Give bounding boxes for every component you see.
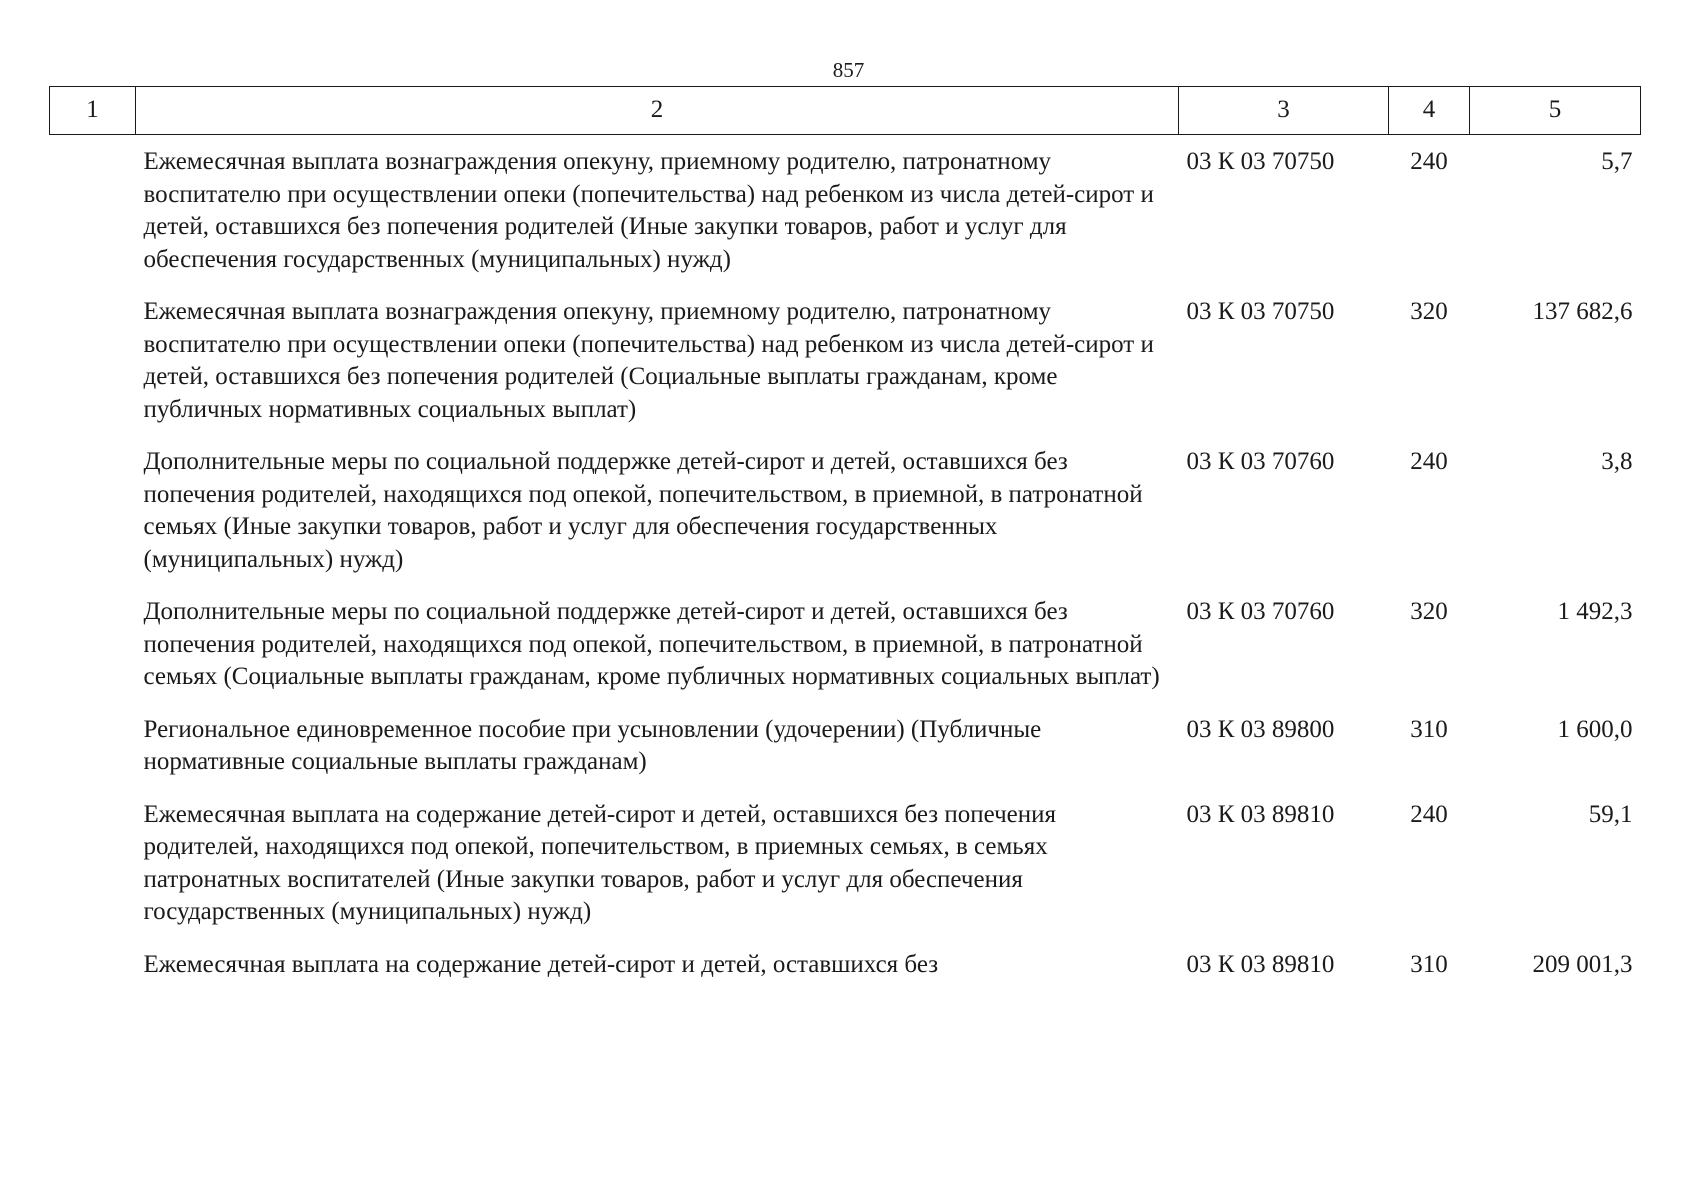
row-target-code: 03 К 03 70750 [1186, 148, 1335, 175]
row-expense-type: 310 [1410, 950, 1448, 978]
row-description: Ежемесячная выплата вознаграждения опекуну, приемному родителю, патронатному воспитателю при осуществлении опеки (попечительства) над ребенком из числа детей-сирот и детей, оставшихся без попечения родителей (Иные закупки товаров, работ и услуг для обеспечения государственных (муниципальных) нужд) [143, 148, 1154, 273]
table-row [50, 705, 1641, 790]
row-description: Региональное единовременное пособие при усыновлении (удочерении) (Публичные нормативные социальные выплаты гражданам) [143, 715, 1042, 775]
row-index-cell [50, 705, 136, 790]
row-expense-type: 240 [1410, 148, 1448, 175]
header-col-5: 5 [1470, 87, 1641, 135]
header-col-2: 2 [136, 87, 1179, 135]
row-amount: 1 600,0 [1557, 715, 1633, 743]
row-target-code: 03 К 03 70760 [1186, 448, 1335, 475]
row-target-code: 03 К 03 89800 [1186, 715, 1335, 743]
row-description: Дополнительные меры по социальной поддержке детей-сирот и детей, оставшихся без попечения родителей, находящихся под опекой, попечительством, в приемной, в патронатной семьях (Иные закупки товаров, работ и услуг для обеспечения государственных (муниципальных) нужд) [143, 448, 1143, 573]
row-index-cell [50, 287, 136, 437]
row-description: Ежемесячная выплата на содержание детей-сирот и детей, оставшихся без [143, 950, 939, 978]
row-index-cell [50, 437, 136, 587]
row-expense-type: 320 [1410, 598, 1448, 625]
header-col-1: 1 [50, 87, 136, 135]
row-expense-type: 240 [1410, 448, 1448, 475]
row-amount: 5,7 [1601, 148, 1633, 175]
budget-table [49, 86, 1641, 992]
row-amount: 209 001,3 [1532, 950, 1633, 978]
table-row [50, 287, 1641, 437]
page-number: 857 [832, 58, 865, 82]
table-row [50, 135, 1641, 288]
row-description: Ежемесячная выплата вознаграждения опекуну, приемному родителю, патронатному воспитателю при осуществлении опеки (попечительства) над ребенком из числа детей-сирот и детей, оставшихся без попечения родителей (Социальные выплаты гражданам, кроме публичных нормативных социальных выплат) [143, 298, 1154, 423]
table-row [50, 940, 1641, 993]
row-target-code: 03 К 03 70750 [1186, 298, 1335, 325]
table-row [50, 437, 1641, 587]
row-target-code: 03 К 03 89810 [1186, 800, 1335, 828]
table-body [50, 135, 1641, 993]
row-index-cell [50, 587, 136, 705]
row-description: Дополнительные меры по социальной поддержке детей-сирот и детей, оставшихся без попечения родителей, находящихся под опекой, попечительством, в приемной, в патронатной семьях (Социальные выплаты гражданам, кроме публичных нормативных социальных выплат) [143, 598, 1160, 690]
row-description: Ежемесячная выплата на содержание детей-сирот и детей, оставшихся без попечения родителей, находящихся под опекой, попечительством, в приемных семьях, в семьях патронатных воспитателей (Иные закупки товаров, работ и услуг для обеспечения государственных (муниципальных) нужд) [143, 800, 1056, 925]
row-amount: 59,1 [1588, 800, 1633, 828]
row-target-code: 03 К 03 70760 [1186, 598, 1335, 625]
header-row [50, 87, 1641, 135]
table-row [50, 790, 1641, 940]
header-col-4: 4 [1389, 87, 1470, 135]
header-col-3: 3 [1179, 87, 1389, 135]
row-index-cell [50, 135, 136, 288]
table-header [50, 87, 1641, 135]
row-amount: 3,8 [1601, 448, 1633, 475]
table-row [50, 587, 1641, 705]
row-amount: 137 682,6 [1532, 298, 1633, 325]
row-index-cell [50, 940, 136, 993]
row-expense-type: 310 [1410, 715, 1448, 743]
row-expense-type: 240 [1410, 800, 1448, 828]
row-index-cell [50, 790, 136, 940]
row-target-code: 03 К 03 89810 [1186, 950, 1335, 978]
row-amount: 1 492,3 [1557, 598, 1633, 625]
row-expense-type: 320 [1410, 298, 1448, 325]
